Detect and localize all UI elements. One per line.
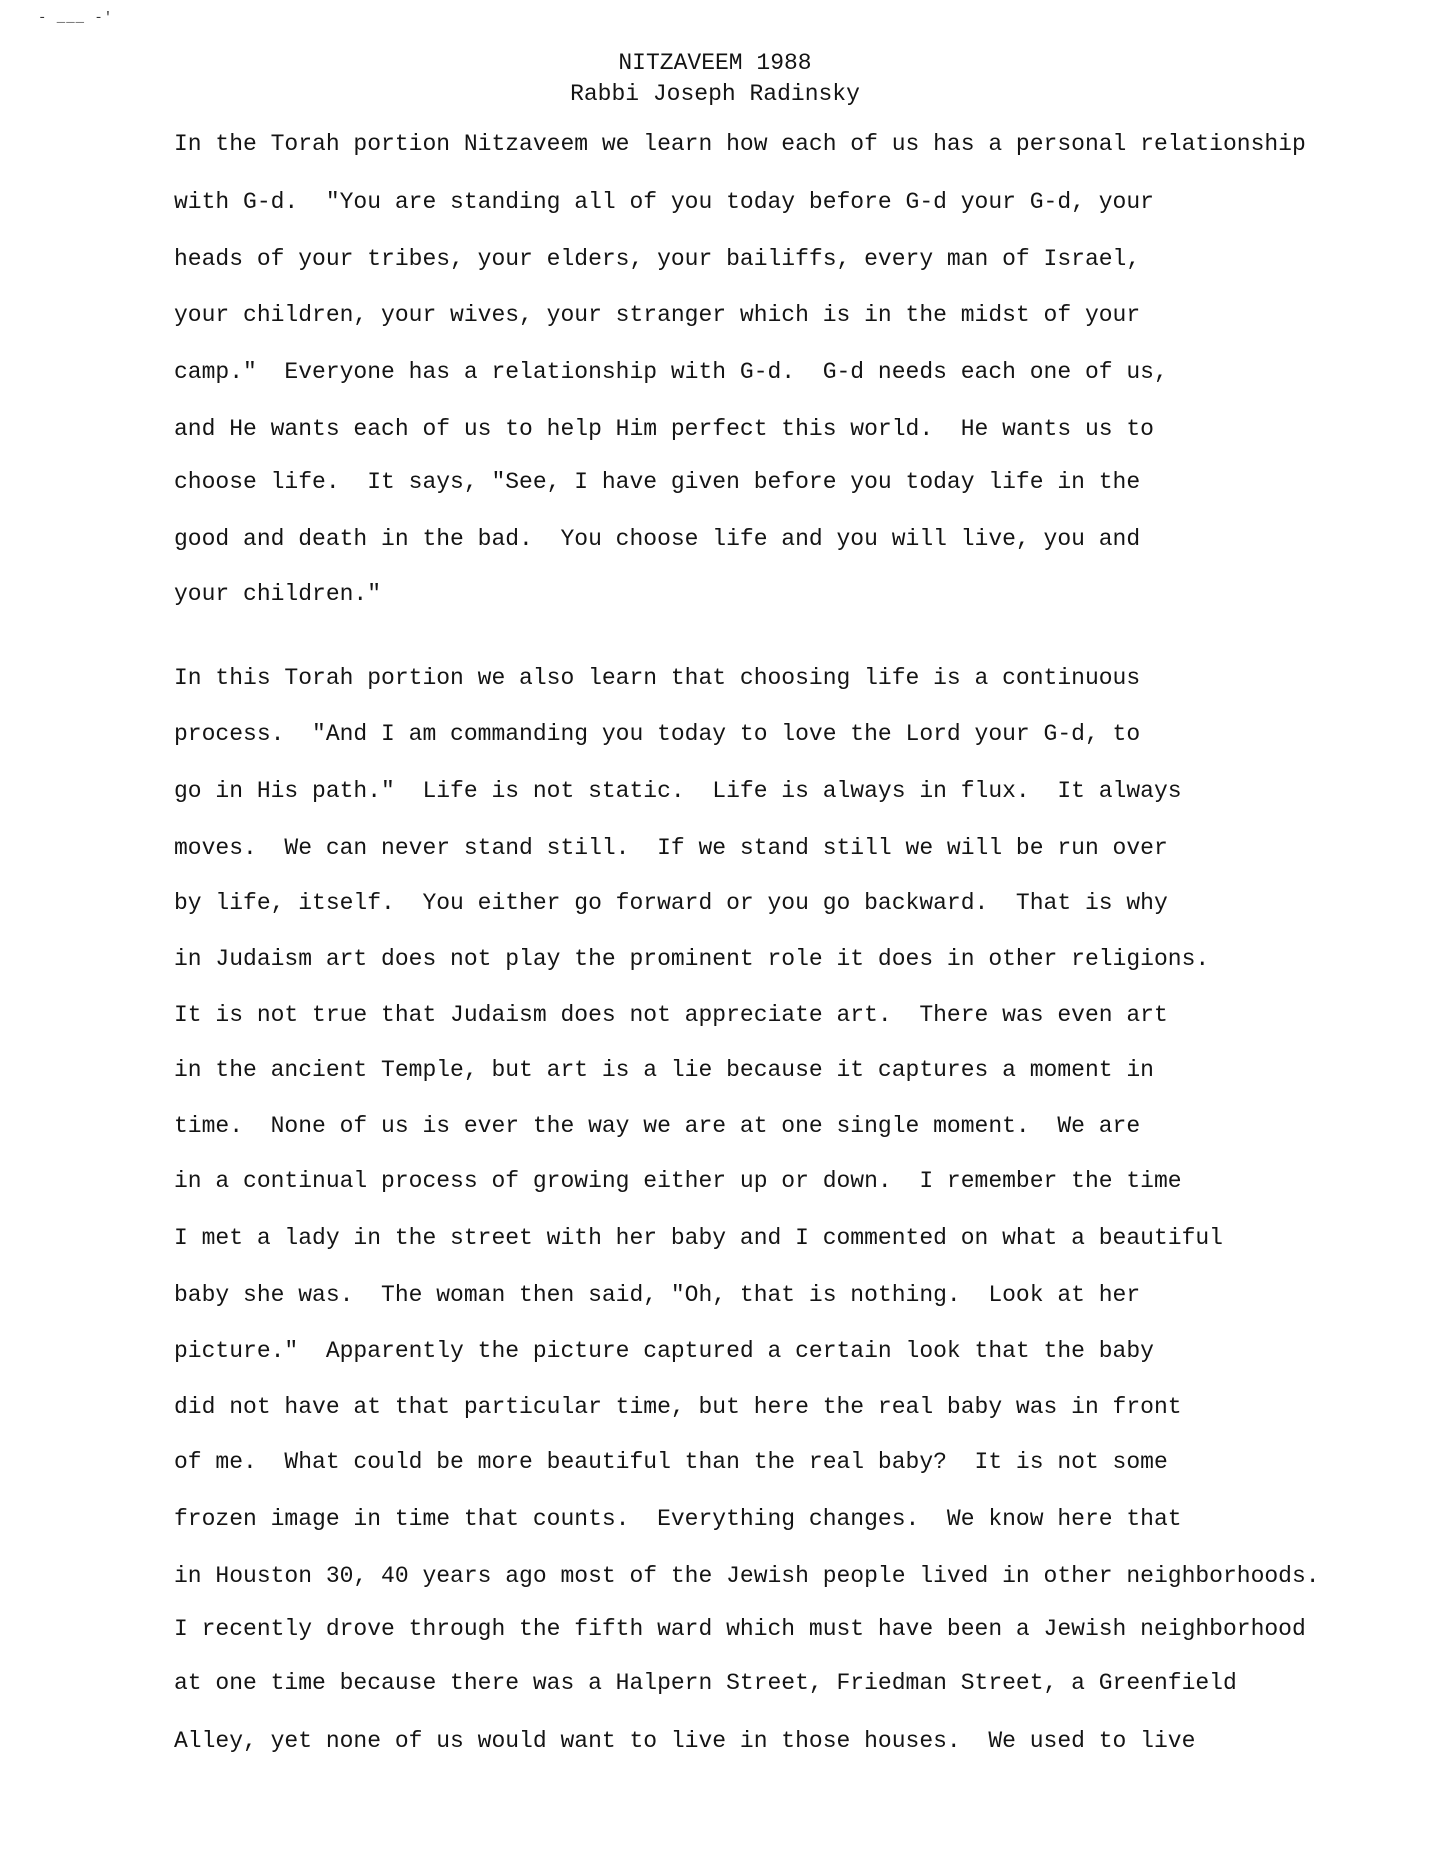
text-line: baby she was. The woman then said, "Oh, that is nothing. Look at her	[174, 1282, 1141, 1308]
text-line: in a continual process of growing either up or down. I remember the time	[174, 1168, 1182, 1194]
text-line: did not have at that particular time, but here the real baby was in front	[174, 1394, 1182, 1420]
text-line: frozen image in time that counts. Everything changes. We know here that	[174, 1506, 1182, 1532]
document-title: NITZAVEEM 1988	[618, 50, 812, 76]
text-line: in Houston 30, 40 years ago most of the Jewish people lived in other neighborhoods.	[174, 1563, 1320, 1589]
document-header	[0, 48, 1430, 110]
text-line: Alley, yet none of us would want to live in those houses. We used to live	[174, 1728, 1196, 1754]
text-line: good and death in the bad. You choose life and you will live, you and	[174, 526, 1141, 552]
text-line: heads of your tribes, your elders, your bailiffs, every man of Israel,	[174, 246, 1141, 272]
text-line: with G-d. "You are standing all of you today before G-d your G-d, your	[174, 189, 1154, 215]
corner-mark: - ___ -'	[38, 10, 114, 26]
text-line: process. "And I am commanding you today to love the Lord your G-d, to	[174, 721, 1141, 747]
text-line: in the ancient Temple, but art is a lie because it captures a moment in	[174, 1057, 1154, 1083]
text-line: and He wants each of us to help Him perfect this world. He wants us to	[174, 416, 1154, 442]
text-line: your children."	[174, 581, 382, 607]
text-line: your children, your wives, your stranger which is in the midst of your	[174, 302, 1141, 328]
text-line: choose life. It says, "See, I have given before you today life in the	[174, 469, 1141, 495]
text-line: In this Torah portion we also learn that choosing life is a continuous	[174, 665, 1141, 691]
text-line: go in His path." Life is not static. Life is always in flux. It always	[174, 778, 1182, 804]
text-line: In the Torah portion Nitzaveem we learn how each of us has a personal relationship	[174, 131, 1306, 157]
document-author: Rabbi Joseph Radinsky	[570, 81, 860, 107]
text-line: It is not true that Judaism does not appreciate art. There was even art	[174, 1002, 1168, 1028]
text-line: in Judaism art does not play the prominent role it does in other religions.	[174, 946, 1210, 972]
text-line: time. None of us is ever the way we are at one single moment. We are	[174, 1113, 1141, 1139]
text-line: by life, itself. You either go forward or you go backward. That is why	[174, 890, 1168, 916]
text-line: I recently drove through the fifth ward which must have been a Jewish neighborhood	[174, 1616, 1306, 1642]
text-line: at one time because there was a Halpern Street, Friedman Street, a Greenfield	[174, 1670, 1237, 1696]
text-line: moves. We can never stand still. If we stand still we will be run over	[174, 835, 1168, 861]
text-line: of me. What could be more beautiful than the real baby? It is not some	[174, 1449, 1168, 1475]
text-line: I met a lady in the street with her baby and I commented on what a beautiful	[174, 1225, 1223, 1251]
text-line: camp." Everyone has a relationship with G-d. G-d needs each one of us,	[174, 359, 1168, 385]
text-line: picture." Apparently the picture captured a certain look that the baby	[174, 1338, 1154, 1364]
